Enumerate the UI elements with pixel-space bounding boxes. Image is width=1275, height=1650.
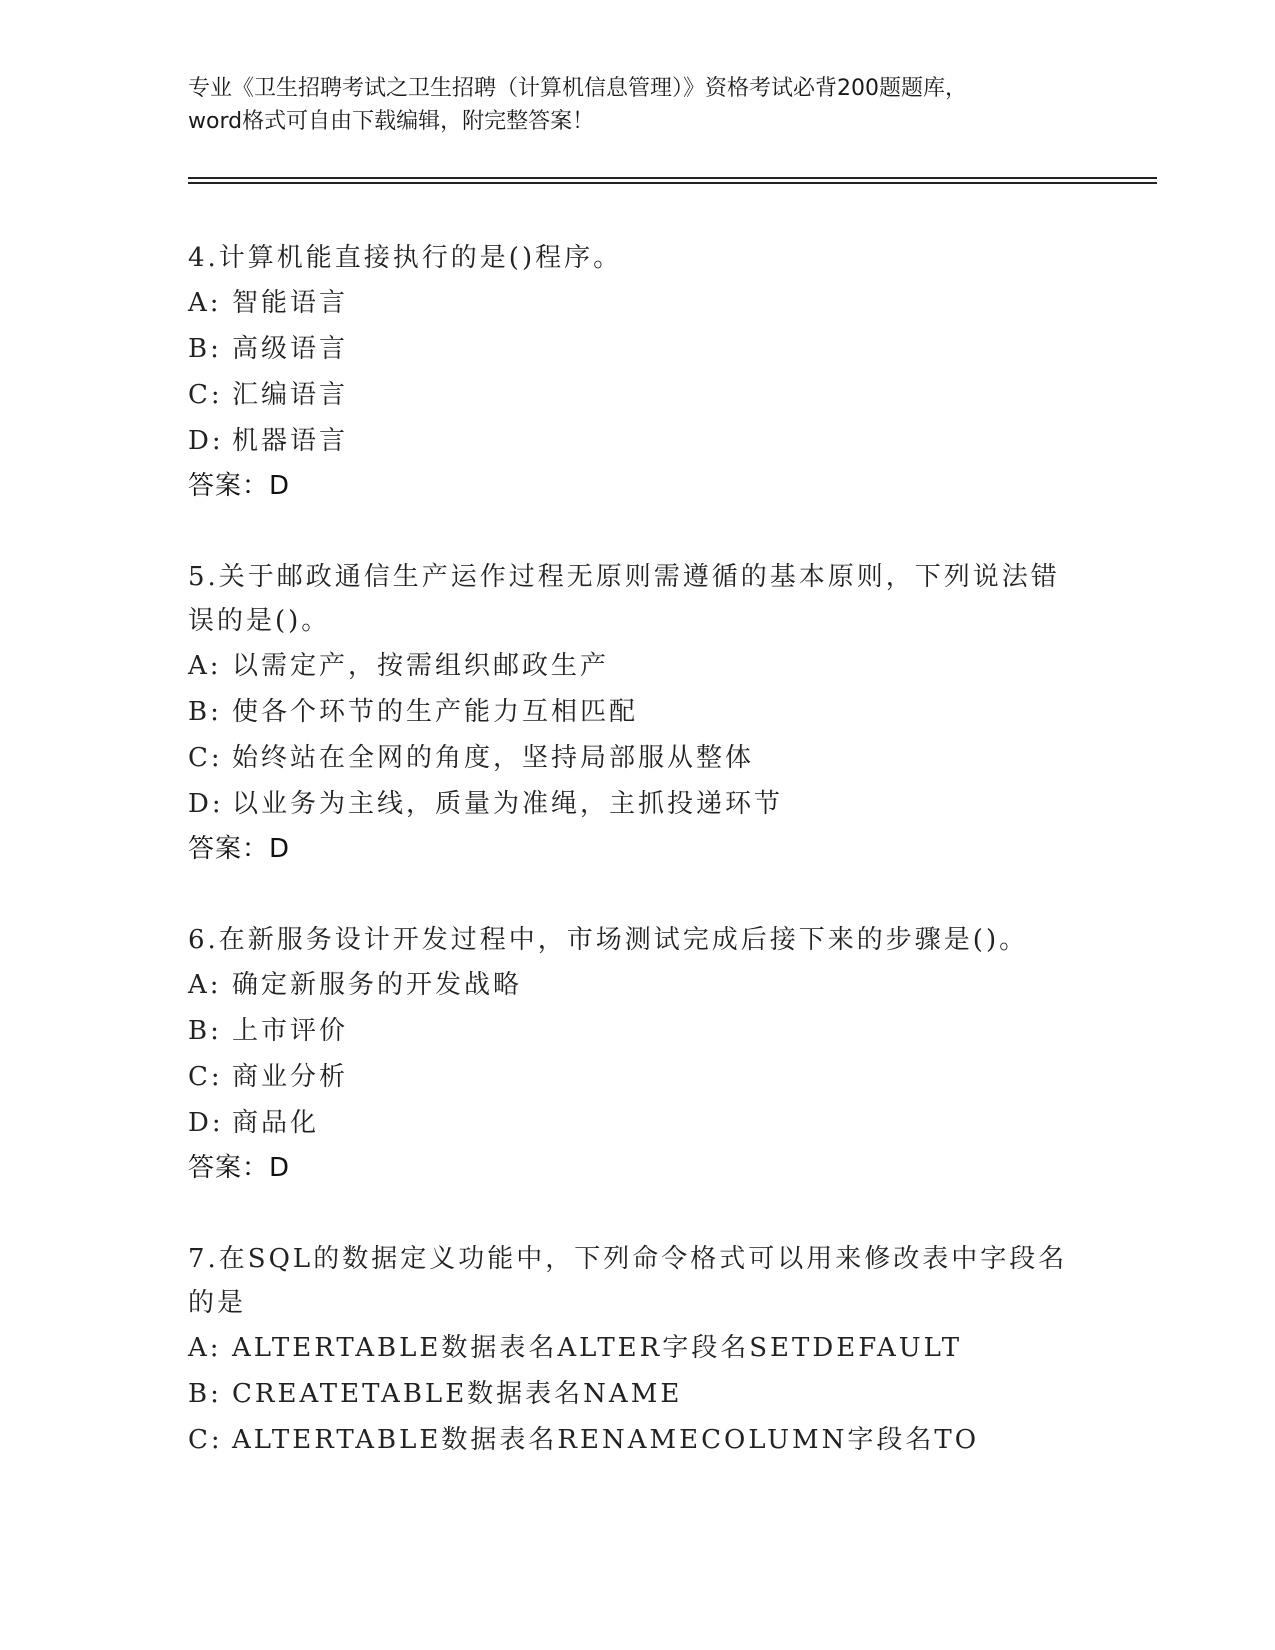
option-c — [188, 735, 1068, 781]
header-line-2: word格式可自由下载编辑，附完整答案！ — [188, 109, 595, 134]
option-text: 商业分析 — [232, 1062, 349, 1092]
option-text: 机器语言 — [232, 426, 349, 456]
question-7 — [188, 1237, 1068, 1463]
option-letter: A: — [188, 651, 222, 681]
option-letter: D: — [188, 426, 224, 456]
question-answer: 答案：D — [188, 471, 291, 501]
question-answer: 答案：D — [188, 834, 291, 864]
header-divider-top — [188, 177, 1157, 179]
option-text: 以业务为主线，质量为准绳，主抓投递环节 — [232, 789, 784, 819]
option-letter: C: — [188, 743, 223, 773]
option-letter: A: — [188, 1333, 222, 1363]
option-text: CREATETABLE数据表名NAME — [232, 1379, 683, 1409]
header-line-1: 专业《卫生招聘考试之卫生招聘（计算机信息管理）》资格考试必背200题题库， — [188, 76, 967, 101]
option-letter: A: — [188, 970, 222, 1000]
option-b — [188, 1008, 1068, 1054]
question-stem: 5.关于邮政通信生产运作过程无原则需遵循的基本原则，下列说法错误的是()。 — [188, 562, 1060, 636]
option-b — [188, 1371, 1068, 1417]
option-letter: D: — [188, 1108, 224, 1138]
option-letter: A: — [188, 288, 222, 318]
option-d — [188, 418, 1068, 464]
question-answer: 答案：D — [188, 1153, 291, 1183]
question-4 — [188, 236, 1068, 508]
question-stem: 4.计算机能直接执行的是()程序。 — [188, 243, 623, 273]
header-divider-bottom — [188, 182, 1157, 184]
question-6 — [188, 918, 1068, 1190]
option-text: ALTERTABLE数据表名ALTER字段名SETDEFAULT — [232, 1333, 963, 1363]
option-text: 确定新服务的开发战略 — [232, 970, 523, 1000]
option-a — [188, 643, 1068, 689]
option-text: 始终站在全网的角度，坚持局部服从整体 — [232, 743, 755, 773]
option-c — [188, 1417, 1068, 1463]
option-letter: B: — [188, 1379, 222, 1409]
option-text: 以需定产，按需组织邮政生产 — [232, 651, 610, 681]
option-letter: C: — [188, 380, 223, 410]
option-letter: B: — [188, 697, 222, 727]
option-b — [188, 689, 1068, 735]
document-header — [188, 72, 1088, 138]
option-b — [188, 326, 1068, 372]
option-d — [188, 781, 1068, 827]
option-text: 汇编语言 — [232, 380, 349, 410]
option-letter: C: — [188, 1425, 223, 1455]
option-letter: B: — [188, 1016, 222, 1046]
option-text: 商品化 — [232, 1108, 320, 1138]
question-stem: 7.在SQL的数据定义功能中，下列命令格式可以用来修改表中字段名的是 — [188, 1244, 1068, 1318]
option-text: 高级语言 — [232, 334, 349, 364]
option-c — [188, 372, 1068, 418]
option-d — [188, 1100, 1068, 1146]
option-text: 上市评价 — [232, 1016, 349, 1046]
option-a — [188, 280, 1068, 326]
option-letter: B: — [188, 334, 222, 364]
question-stem: 6.在新服务设计开发过程中，市场测试完成后接下来的步骤是()。 — [188, 925, 1029, 955]
option-letter: D: — [188, 789, 224, 819]
option-text: 智能语言 — [232, 288, 349, 318]
option-text: ALTERTABLE数据表名RENAMECOLUMN字段名TO — [232, 1425, 980, 1455]
option-a — [188, 1325, 1068, 1371]
option-a — [188, 962, 1068, 1008]
question-5 — [188, 555, 1068, 871]
option-text: 使各个环节的生产能力互相匹配 — [232, 697, 639, 727]
option-letter: C: — [188, 1062, 223, 1092]
option-c — [188, 1054, 1068, 1100]
